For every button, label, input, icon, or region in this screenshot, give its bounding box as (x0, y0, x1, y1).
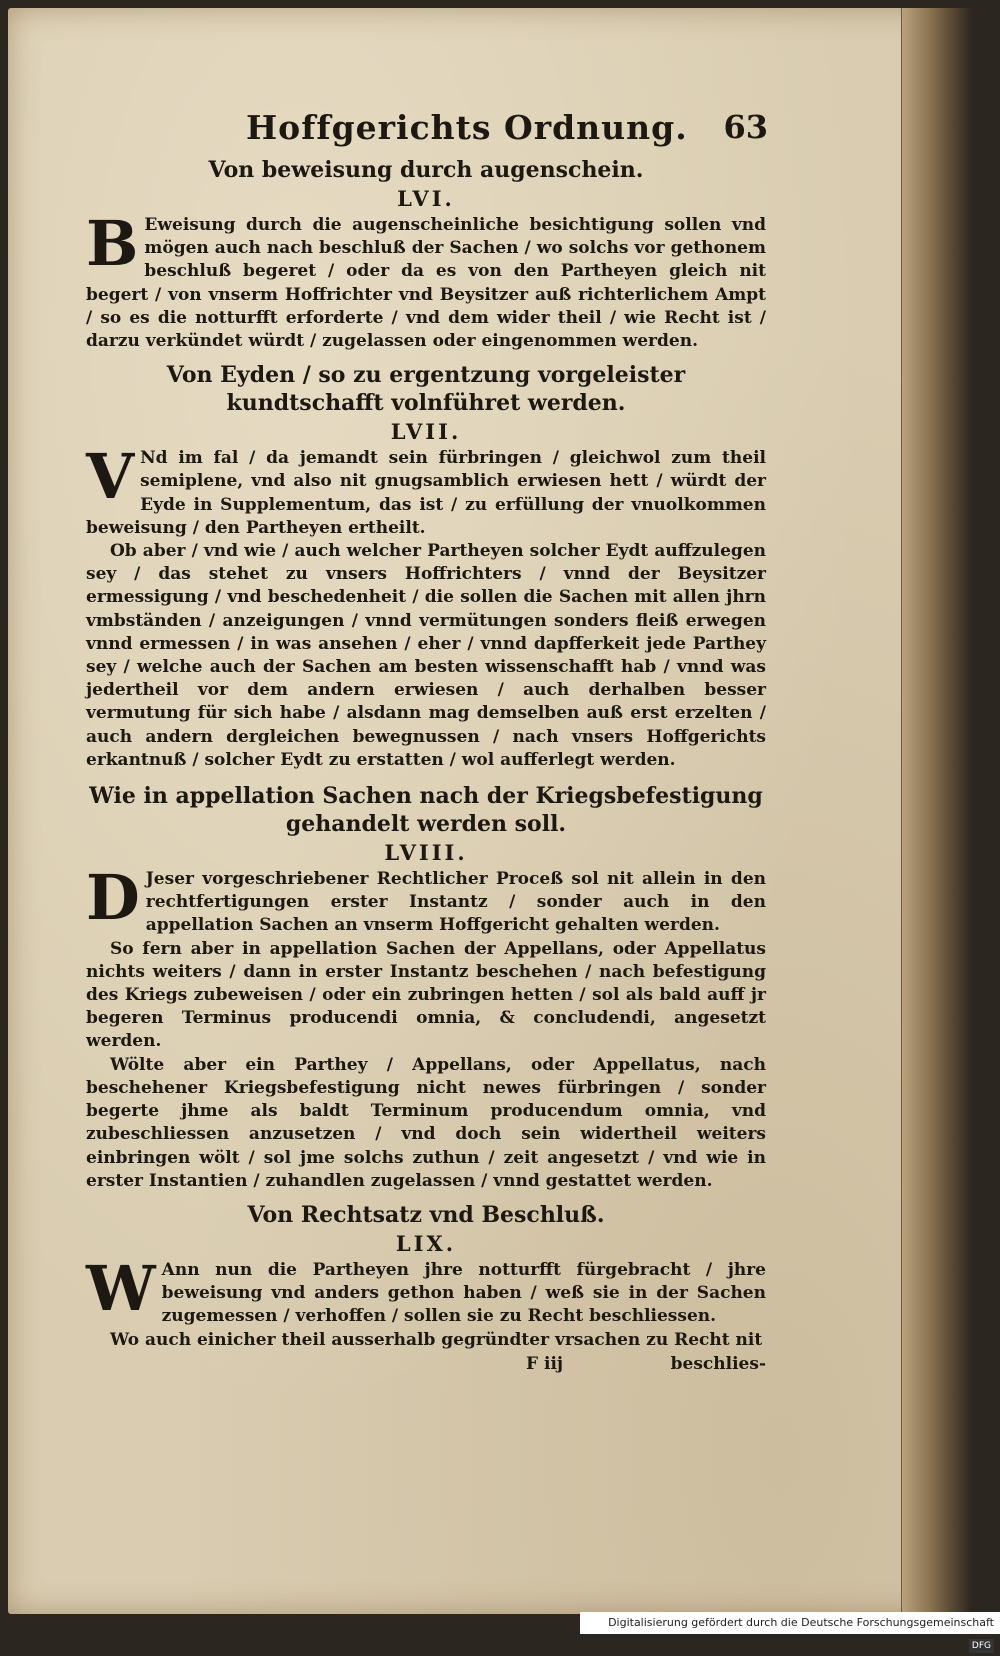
running-head (86, 108, 766, 156)
catchword: beschlies- (670, 1353, 766, 1374)
section-heading: Von Eyden / so zu ergentzung vorgeleister kundtschafft volnführet werden. (166, 362, 686, 417)
page-number: 63 (723, 108, 768, 146)
section-number: LVII. (390, 419, 462, 445)
section-number: LVI. (397, 186, 455, 211)
drop-capital: V (86, 440, 135, 514)
section-lix (86, 1201, 766, 1352)
page-footer-marks (86, 1354, 766, 1380)
section-number: LIX. (395, 1230, 457, 1256)
page-edge (901, 8, 972, 1614)
dfg-logo-icon: DFG (969, 1639, 994, 1653)
paragraph: Nd im fal / da jemandt sein fürbringen / gleichwol zum theil semiplene, vnd also nit gnugsamblich erwiesen hett / würdt der Eyde in Supplementum, das ist / zu erfüllung der vnuolkommen beweisung / den Partheyen ertheilt. (86, 448, 766, 538)
paragraph: Wo auch einicher theil ausserhalb gegründter vrsachen zu Recht nit (110, 1329, 763, 1350)
paragraph: So fern aber in appellation Sachen der Appellans, oder Appellatus nichts weiters / dann in erster Instantz beschehen / nach befestigung des Kriegs zubeweisen / oder ein zubringen hetten / sol als bald auff jr begeren Terminus producendi omnia, & concludendi, angesetzt werden. (86, 938, 766, 1052)
drop-capital: B (86, 207, 139, 280)
page-sheet (8, 8, 972, 1614)
credit-text: Digitalisierung gefördert durch die Deutsche Forschungsgemeinschaft (608, 1616, 994, 1629)
signature-mark: F iij (526, 1353, 564, 1374)
section-lviii (86, 782, 766, 1193)
paragraph: Jeser vorgeschriebener Rechtlicher Proceß sol nit allein in den rechtfertigungen erster Instantz / sonder auch in den appellation Sachen an vnserm Hoffgericht gehalten werden. (145, 869, 766, 936)
drop-capital: W (86, 1251, 156, 1325)
running-title: Hoffgerichts Ordnung. (246, 108, 688, 147)
section-number: LVIII. (384, 840, 468, 866)
paragraph: Ann nun die Partheyen jhre notturfft fürgebracht / jhre beweisung vnd anders gethon haben / weß sie in der Sachen zugemessen / verhoffen / sollen sie zu Recht beschliessen. (161, 1259, 766, 1327)
section-heading: Von Rechtsatz vnd Beschluß. (247, 1201, 605, 1228)
digitization-credit (580, 1612, 1000, 1651)
section-heading: Von beweisung durch augenschein. (208, 157, 644, 183)
drop-capital: D (86, 861, 140, 935)
section-heading: Wie in appellation Sachen nach der Kriegsbefestigung gehandelt werden soll. (89, 783, 763, 838)
page-text-block (86, 108, 766, 1380)
paragraph: Eweisung durch die augenscheinliche besichtigung sollen vnd mögen auch nach beschluß der Sachen / wo solchs vor gethonem beschluß begeret / oder da es von den Partheyen gleich nit begert / von vnserm Hoffrichter vnd Beysitzer auß richterlichem Ampt / so es die notturfft erforderte / vnd dem wider theil / wie Recht ist / darzu verkündet würdt / zugelassen oder eingenommen werden. (86, 215, 766, 352)
paragraph: Ob aber / vnd wie / auch welcher Partheyen solcher Eydt auffzulegen sey / das stehet zu vnsers Hoffrichters / vnnd der Beysitzer ermessigung / vnd beschedenheit / die sollen die Sachen mit allen jhrn vmbständen / anzeigungen / vnnd vermütungen sonders fleiß erwegen vnnd ermessen / in was ansehen / eher / vnnd dapfferkeit jede Parthey sey / welche auch der Sachen am besten wissenschafft hab / vnnd was jedertheil vor dem andern erwiesen / auch derhalben besser vermutung für sich habe / alsdann mag demselben auß erst erzelten / auch andern dergleichen bewegnussen / nach vnsers Hoffgerichts erkantnuß / solcher Eydt zu erstatten / wol aufferlegt werden. (86, 541, 766, 770)
paragraph: Wölte aber ein Parthey / Appellans, oder Appellatus, nach beschehener Kriegsbefestigung nicht newes fürbringen / sonder begerte jhme als baldt Terminum producendum omnia, vnd zubeschliessen anzusetzen / vnd doch sein widertheil weiters einbringen wölt / sol jme solchs zuthun / zeit angesetzt / vnd wie in erster Instantien / zuhandlen zugelassen / vnnd gestattet werden. (86, 1054, 766, 1191)
section-lvi (86, 156, 766, 353)
section-lvii (86, 361, 766, 772)
